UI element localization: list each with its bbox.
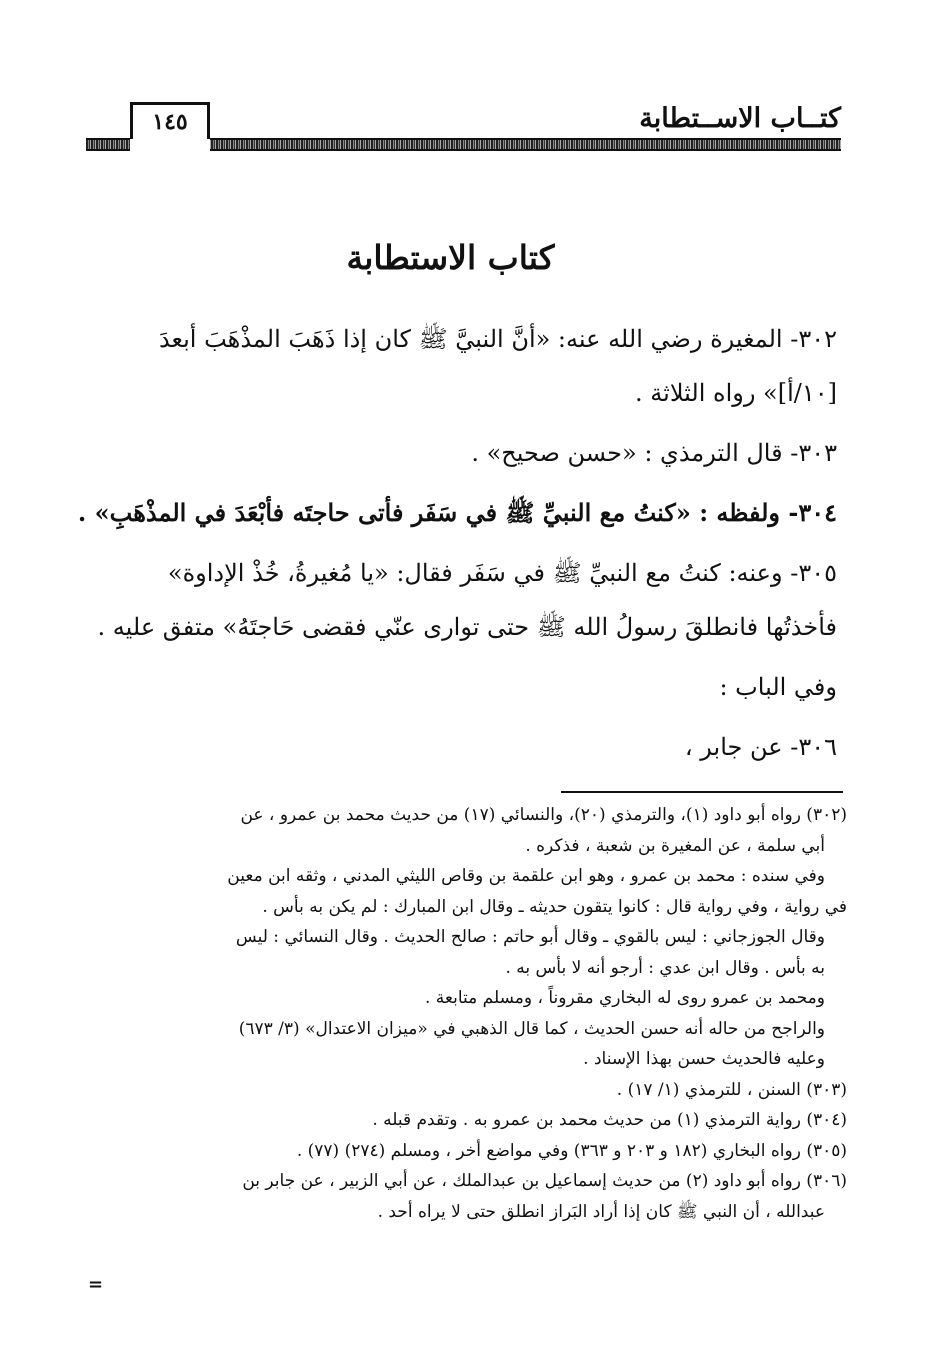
footnote-line: (٣٠٢) رواه أبو داود (١)، والترمذي (٢٠)، والنسائي (١٧) من حديث محمد بن عمرو ، عن [240,805,847,825]
footnote-line: ومحمد بن عمرو روى له البخاري مقروناً ، ومسلم متابعة . [424,988,825,1008]
hadith-305 [92,546,837,654]
hadith-line: فأخذتُها فانطلقَ رسولُ الله ﷺ حتى توارى عنّي فقضى حَاجتَهُ» متفق عليه . [97,613,837,641]
footnote-divider [561,791,843,793]
footnote-line: وقال الجوزجاني : ليس بالقوي ـ وقال أبو حاتم : صالح الحديث . وقال النسائي : ليس [235,927,825,947]
hadith-line: ٣٠٤- ولفظه : «كنتُ مع النبيِّ ﷺ في سَفَر فأتى حاجتَه فأبْعَدَ في المذْهَبِ» . [77,498,837,527]
footnote-line: أبي سلمة ، عن المغيرة بن شعبة ، فذكره . [525,835,825,856]
hadith-303 [92,426,837,480]
footnote-line: وعليه فالحديث حسن بهذا الإسناد . [583,1049,825,1069]
hadith-line: [١٠/أ]» رواه الثلاثة . [635,379,837,407]
running-header-title: كتــاب الاســتطابة [639,103,841,134]
footnote-line: (٣٠٥) رواه البخاري (١٨٢ و ٢٠٣ و ٣٦٣) وفي مواضع أخر ، ومسلم (٢٧٤) (٧٧) . [296,1140,847,1161]
footnote-line: وفي سنده : محمد بن عمرو ، وهو ابن علقمة بن وقاص الليثي المدني ، وثقه ابن معين [227,866,825,886]
footnote-line: في رواية ، وفي رواية قال : كانوا يتقون حديثه ـ وقال ابن المبارك : لم يكن به بأس . [262,896,847,917]
hadith-line: ٣٠٢- المغيرة رضي الله عنه: «أنَّ النبيَّ ﷺ كان إذا ذَهَبَ المذْهَبَ أبعدَ [158,325,837,353]
footnote-line: (٣٠٤) رواية الترمذي (١) من حديث محمد بن عمرو به . وتقدم قبله . [372,1110,847,1130]
hadith-line: وفي الباب : [719,673,837,701]
running-header [86,100,841,154]
hadith-line: ٣٠٥- وعنه: كنتُ مع النبيِّ ﷺ في سَفَر فقال: «يا مُغيرةُ، خُذْ الإداوة» [167,559,837,587]
page-number: ١٤٥ [130,102,210,139]
hadith-line: ٣٠٣- قال الترمذي : «حسن صحيح» . [471,439,837,467]
chapter-title: كتاب الاستطابة [346,238,555,277]
continuation-mark: = [88,1274,104,1295]
hadith-302 [92,312,837,420]
hadith-304 [77,486,837,540]
hadith-306 [92,720,837,774]
footnotes [87,800,847,1227]
main-text [77,312,837,780]
footnote-line: والراجح من حاله أنه حسن الحديث ، كما قال الذهبي في «ميزان الاعتدال» (٣/ ٦٧٣) [238,1018,825,1039]
hadith-line: ٣٠٦- عن جابر ، [684,733,837,761]
section-heading [92,660,837,714]
header-rule-short [86,140,130,149]
footnote-line: به بأس . وقال ابن عدي : أرجو أنه لا بأس به . [505,957,825,978]
footnote-line: عبدالله ، أن النبي ﷺ كان إذا أراد البَراز انطلق حتى لا يراه أحد . [377,1201,825,1222]
footnote-line: (٣٠٣) السنن ، للترمذي (١/ ١٧) . [616,1079,847,1100]
footnote-line: (٣٠٦) رواه أبو داود (٢) من حديث إسماعيل بن عبدالملك ، عن أبي الزبير ، عن جابر بن [242,1171,847,1191]
